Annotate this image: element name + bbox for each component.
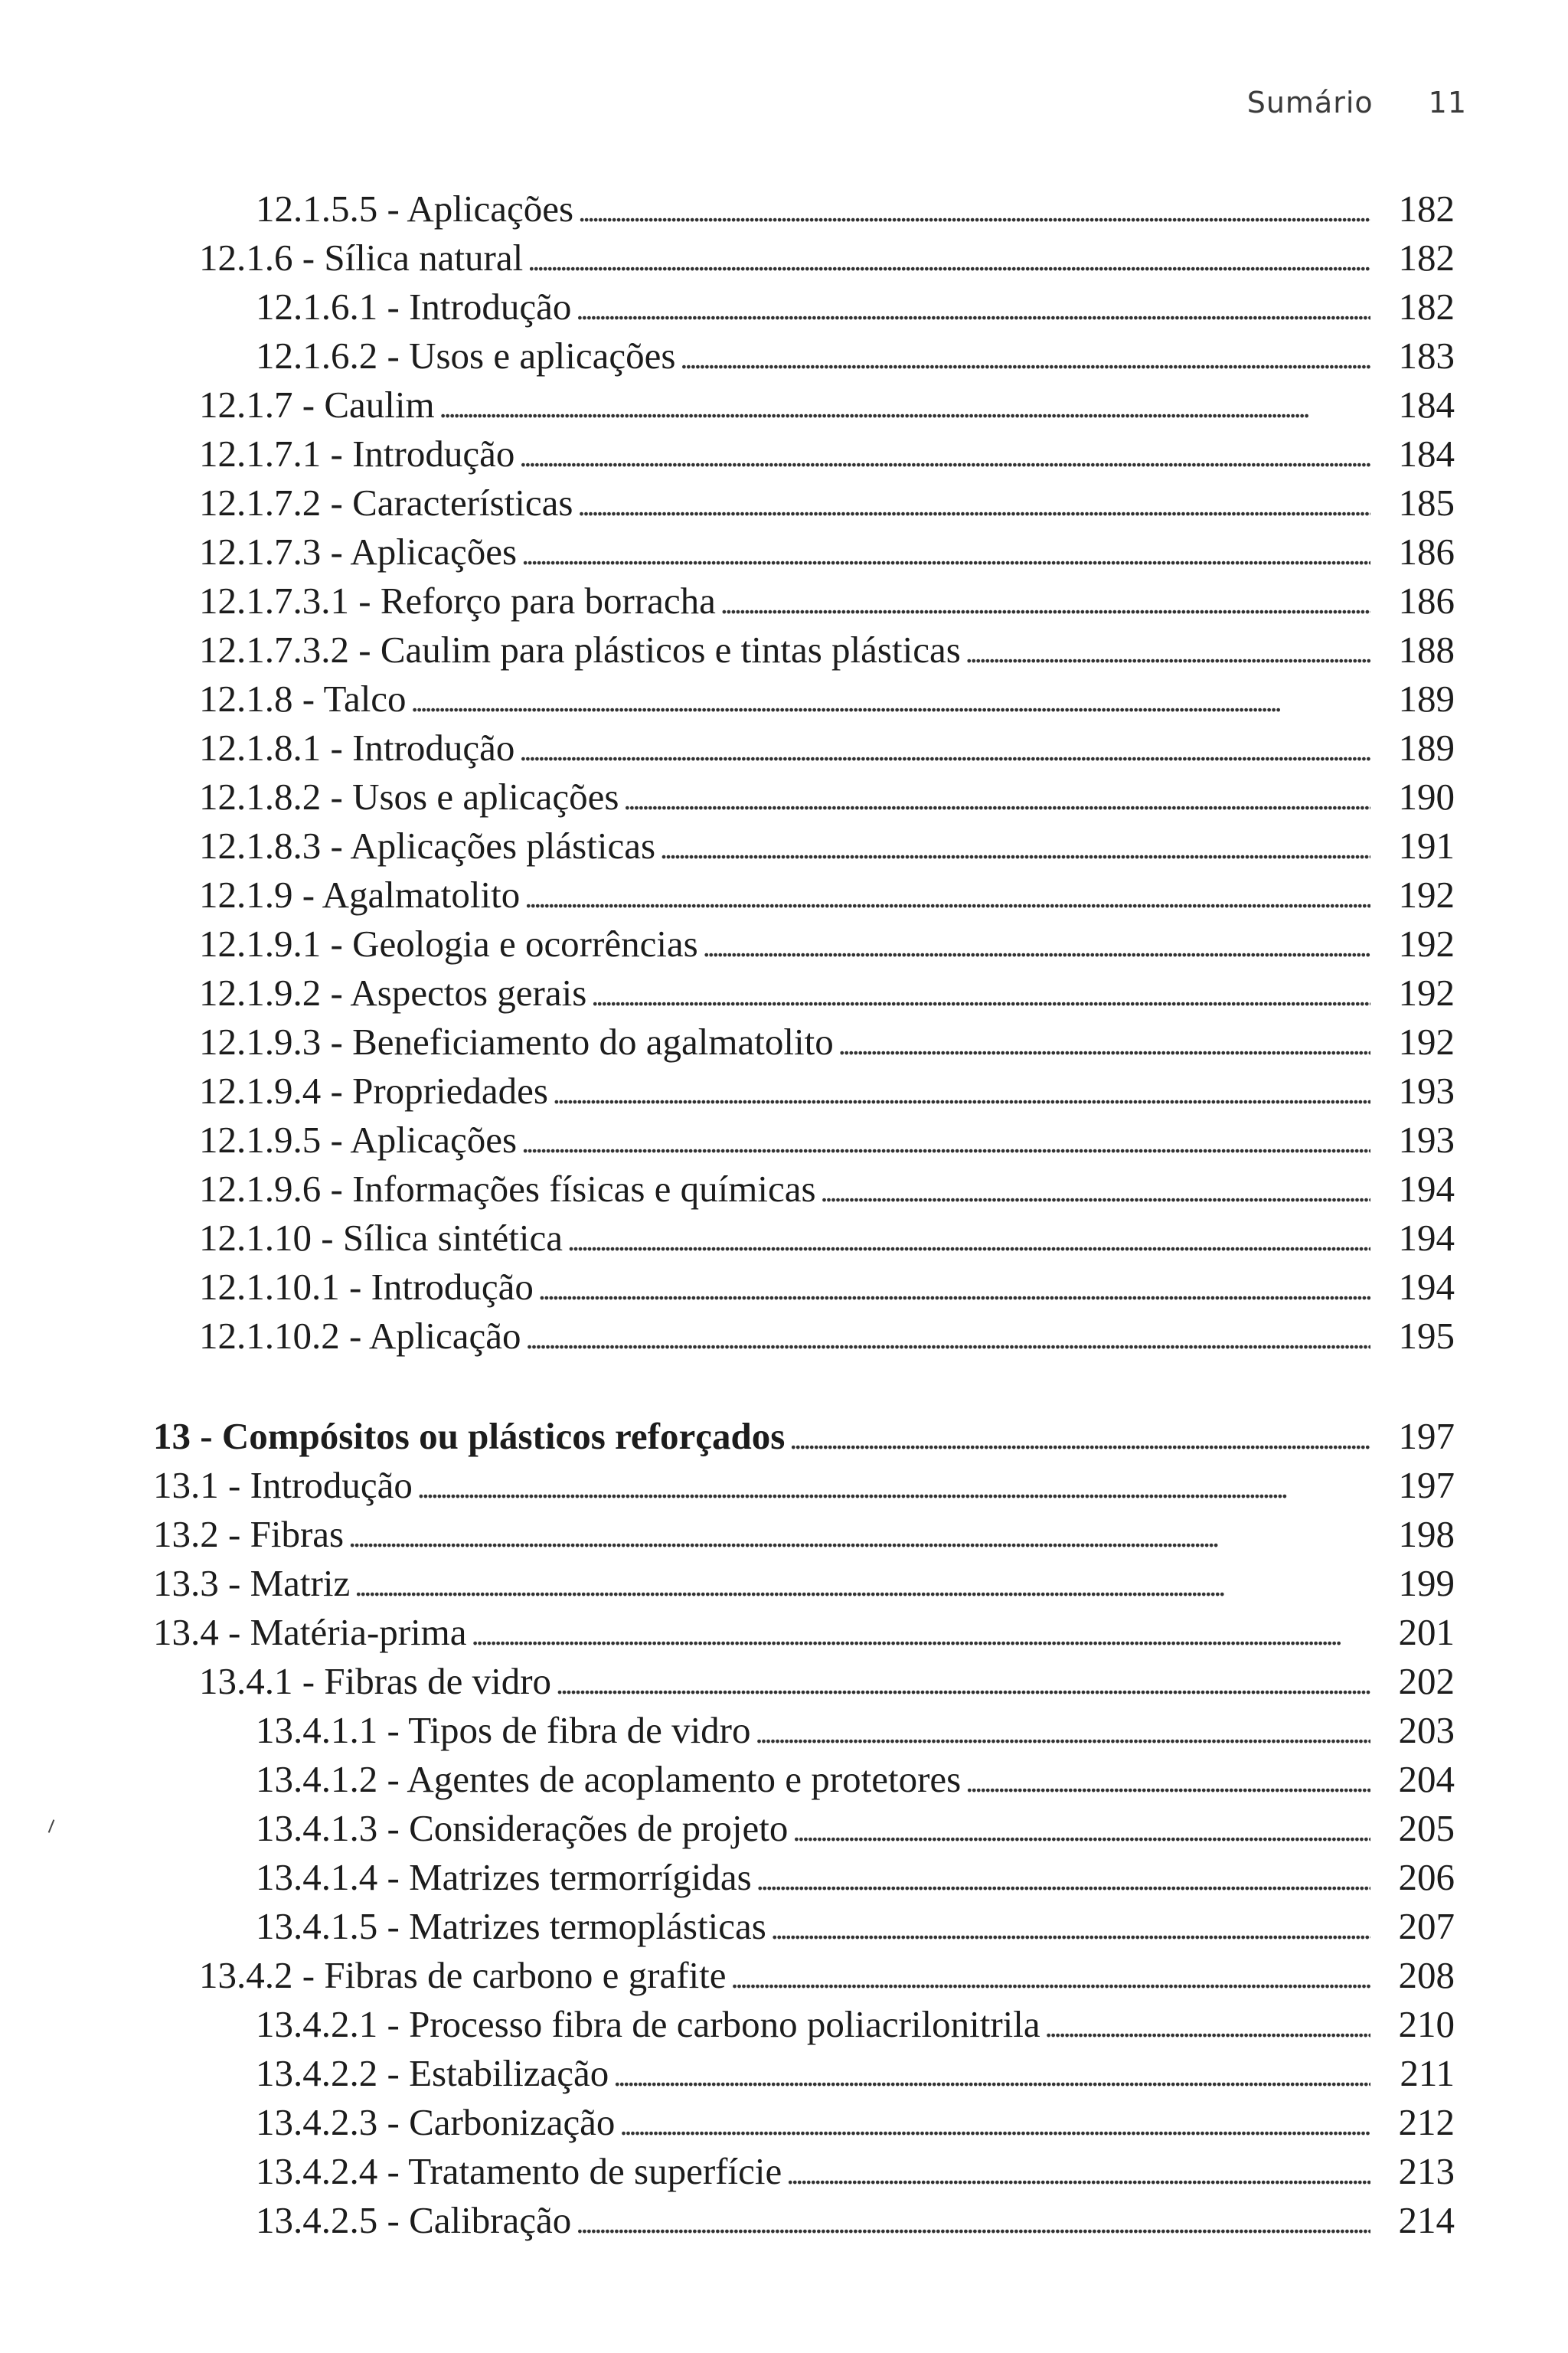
toc-entry bbox=[256, 1708, 1455, 1757]
toc-entry-page: 213 bbox=[1398, 2150, 1455, 2192]
toc-entry-label: 12.1.6 - Sílica natural bbox=[199, 237, 524, 279]
toc-entry-page: 193 bbox=[1398, 1070, 1455, 1112]
dot-leader bbox=[789, 1414, 1370, 1458]
toc-entry bbox=[256, 1806, 1455, 1855]
toc-entry-label: 13.4.2 - Fibras de carbono e grafite bbox=[199, 1954, 727, 1996]
dot-leader bbox=[354, 1561, 1370, 1605]
toc-entry-label: 12.1.10 - Sílica sintética bbox=[199, 1217, 563, 1259]
toc-entry-page: 197 bbox=[1398, 1464, 1455, 1506]
toc-entry-page: 214 bbox=[1398, 2199, 1455, 2241]
toc-entry-label: 13.4.1.3 - Considerações de projeto bbox=[256, 1807, 789, 1849]
dot-leader bbox=[756, 1855, 1370, 1899]
toc-entry bbox=[256, 2051, 1455, 2100]
toc-entry-label: 12.1.6.1 - Introdução bbox=[256, 286, 572, 328]
toc-entry-page: 194 bbox=[1398, 1168, 1455, 1210]
dot-leader bbox=[660, 824, 1370, 868]
dot-leader bbox=[521, 530, 1370, 574]
toc-entry bbox=[199, 1314, 1455, 1363]
toc-entry-page: 194 bbox=[1398, 1266, 1455, 1308]
toc-entry-page: 205 bbox=[1398, 1807, 1455, 1849]
toc-entry bbox=[199, 383, 1455, 432]
toc-entry-page: 204 bbox=[1398, 1758, 1455, 1800]
toc-entry-label: 12.1.6.2 - Usos e aplicações bbox=[256, 335, 676, 377]
toc-entry-label: 13.3 - Matriz bbox=[153, 1562, 351, 1604]
toc-entry-label: 12.1.10.2 - Aplicação bbox=[199, 1315, 521, 1357]
dot-leader bbox=[703, 922, 1370, 966]
toc-entry bbox=[199, 677, 1455, 726]
toc-entry-page: 191 bbox=[1398, 825, 1455, 867]
dot-leader bbox=[524, 873, 1370, 917]
toc-entry bbox=[199, 432, 1455, 481]
toc-entry bbox=[256, 1757, 1455, 1806]
toc-entry bbox=[199, 1659, 1455, 1708]
toc-entry-label: 12.1.7.1 - Introdução bbox=[199, 433, 515, 475]
dot-leader bbox=[720, 579, 1370, 623]
dot-leader bbox=[519, 726, 1370, 770]
toc-entry-page: 182 bbox=[1398, 188, 1455, 230]
toc-entry-label: 12.1.7.3 - Aplicações bbox=[199, 531, 518, 573]
dot-leader bbox=[578, 187, 1370, 230]
toc-entry-page: 199 bbox=[1398, 1562, 1455, 1604]
toc-entry-label: 13.4.2.5 - Calibração bbox=[256, 2199, 572, 2241]
toc-entry-page: 210 bbox=[1398, 2003, 1455, 2045]
toc-entry bbox=[153, 1610, 1455, 1659]
dot-leader bbox=[577, 481, 1370, 525]
toc-entry-label: 12.1.7.3.2 - Caulim para plásticos e tintas plásticas bbox=[199, 629, 961, 671]
dot-leader bbox=[576, 2198, 1370, 2242]
dot-leader bbox=[619, 2100, 1370, 2144]
toc-entry-label: 12.1.5.5 - Aplicações bbox=[256, 188, 574, 230]
toc-entry-label: 12.1.9.5 - Aplicações bbox=[199, 1119, 518, 1161]
toc-entry-label: 12.1.9 - Agalmatolito bbox=[199, 874, 521, 916]
toc-entry-page: 207 bbox=[1398, 1905, 1455, 1947]
toc-entry bbox=[256, 2198, 1455, 2247]
toc-entry bbox=[199, 1167, 1455, 1216]
toc-entry bbox=[199, 775, 1455, 824]
toc-entry-label: 12.1.9.2 - Aspectos gerais bbox=[199, 972, 587, 1014]
toc-entry bbox=[199, 481, 1455, 530]
dot-leader bbox=[792, 1806, 1370, 1850]
toc-entry-label: 13.4.2.4 - Tratamento de superfície bbox=[256, 2150, 782, 2192]
dot-leader bbox=[786, 2149, 1370, 2193]
toc-entry-page: 192 bbox=[1398, 874, 1455, 916]
toc-entry-page: 186 bbox=[1398, 531, 1455, 573]
toc-entry bbox=[256, 2002, 1455, 2051]
toc-entry-page: 193 bbox=[1398, 1119, 1455, 1161]
toc-entry bbox=[153, 1463, 1455, 1512]
toc-entry-page: 185 bbox=[1398, 482, 1455, 524]
toc-entry-page: 212 bbox=[1398, 2101, 1455, 2143]
toc-entry bbox=[199, 726, 1455, 775]
toc-entry bbox=[199, 530, 1455, 579]
toc-entry-page: 206 bbox=[1398, 1856, 1455, 1898]
toc-entry-page: 197 bbox=[1398, 1415, 1455, 1457]
toc-entry bbox=[256, 2149, 1455, 2198]
dot-leader bbox=[821, 1167, 1370, 1211]
toc-entry bbox=[256, 1855, 1455, 1904]
dot-leader bbox=[731, 1953, 1371, 1997]
toc-entry-label: 12.1.8.3 - Aplicações plásticas bbox=[199, 825, 656, 867]
toc-entry-label: 12.1.9.1 - Geologia e ocorrências bbox=[199, 923, 698, 965]
toc-entry-label: 12.1.7.2 - Características bbox=[199, 482, 573, 524]
toc-chapter-entry bbox=[153, 1414, 1455, 1463]
toc-entry-page: 203 bbox=[1398, 1709, 1455, 1751]
toc-entry-page: 186 bbox=[1398, 580, 1455, 622]
dot-leader bbox=[756, 1708, 1370, 1752]
dot-leader bbox=[528, 236, 1370, 279]
margin-mark bbox=[48, 1819, 55, 1832]
dot-leader bbox=[613, 2051, 1370, 2095]
toc-entry bbox=[199, 1020, 1455, 1069]
dot-leader bbox=[525, 1314, 1370, 1358]
dot-leader bbox=[519, 432, 1370, 476]
toc-entry-label: 12.1.9.6 - Informações físicas e químicas bbox=[199, 1168, 816, 1210]
toc-entry-label: 12.1.8.1 - Introdução bbox=[199, 727, 515, 769]
toc-entry bbox=[199, 873, 1455, 922]
page-number: 11 bbox=[1428, 86, 1467, 119]
toc-entry-label: 12.1.8.2 - Usos e aplicações bbox=[199, 776, 619, 818]
toc-entry-label: 12.1.7 - Caulim bbox=[199, 384, 435, 426]
toc-entry-page: 190 bbox=[1398, 776, 1455, 818]
dot-leader bbox=[680, 334, 1370, 377]
toc-entry-label: 13.4.1.2 - Agentes de acoplamento e protetores bbox=[256, 1758, 962, 1800]
dot-leader bbox=[965, 628, 1370, 672]
toc-entry-page: 188 bbox=[1398, 629, 1455, 671]
toc-entry-label: 12.1.9.3 - Beneficiamento do agalmatolito bbox=[199, 1021, 834, 1063]
toc-entry-page: 182 bbox=[1398, 237, 1455, 279]
toc-entry-label: 13.1 - Introdução bbox=[153, 1464, 413, 1506]
toc-entry bbox=[199, 824, 1455, 873]
toc-entry-label: 13.4.2.3 - Carbonização bbox=[256, 2101, 616, 2143]
toc-entry bbox=[256, 1904, 1455, 1953]
toc-entry bbox=[256, 334, 1455, 383]
dot-leader bbox=[838, 1020, 1370, 1064]
toc-entry bbox=[199, 1118, 1455, 1167]
toc-entry bbox=[199, 1953, 1455, 2002]
dot-leader bbox=[591, 971, 1370, 1015]
toc-entry-label: 12.1.8 - Talco bbox=[199, 678, 407, 720]
running-header-section: Sumário bbox=[1246, 86, 1374, 119]
toc-entry bbox=[256, 2100, 1455, 2149]
toc-chapter-label: 13 - Compósitos ou plásticos reforçados bbox=[153, 1415, 786, 1457]
dot-leader bbox=[553, 1069, 1370, 1113]
toc-entry-label: 12.1.10.1 - Introdução bbox=[199, 1266, 534, 1308]
dot-leader bbox=[439, 383, 1370, 426]
toc-entry-label: 13.4 - Matéria-prima bbox=[153, 1611, 467, 1653]
toc-entry bbox=[199, 236, 1455, 285]
toc-entry-page: 189 bbox=[1398, 727, 1455, 769]
toc-entry-page: 192 bbox=[1398, 923, 1455, 965]
dot-leader bbox=[411, 677, 1370, 721]
toc-entry bbox=[199, 1265, 1455, 1314]
toc-entry-page: 201 bbox=[1398, 1611, 1455, 1653]
dot-leader bbox=[965, 1757, 1370, 1801]
dot-leader bbox=[1045, 2002, 1370, 2046]
toc-entry-page: 194 bbox=[1398, 1217, 1455, 1259]
dot-leader bbox=[556, 1659, 1370, 1703]
toc-entry bbox=[256, 187, 1455, 236]
dot-leader bbox=[567, 1216, 1370, 1260]
toc-entry-page: 192 bbox=[1398, 1021, 1455, 1063]
toc-entry bbox=[199, 922, 1455, 971]
toc-entry-label: 12.1.7.3.1 - Reforço para borracha bbox=[199, 580, 716, 622]
toc-entry-page: 208 bbox=[1398, 1954, 1455, 1996]
toc-entry-label: 13.4.1 - Fibras de vidro bbox=[199, 1660, 552, 1702]
toc-entry bbox=[199, 971, 1455, 1020]
toc-entry bbox=[256, 285, 1455, 334]
toc-entry-page: 189 bbox=[1398, 678, 1455, 720]
dot-leader bbox=[623, 775, 1370, 819]
toc-entry bbox=[153, 1512, 1455, 1561]
running-header bbox=[1247, 86, 1467, 119]
toc-entry-page: 182 bbox=[1398, 286, 1455, 328]
dot-leader bbox=[348, 1512, 1370, 1556]
toc-entry bbox=[199, 1216, 1455, 1265]
toc-entry bbox=[199, 579, 1455, 628]
toc-entry-page: 198 bbox=[1398, 1513, 1455, 1555]
toc-entry bbox=[199, 628, 1455, 677]
toc-entry-page: 192 bbox=[1398, 972, 1455, 1014]
toc-entry-page: 184 bbox=[1398, 384, 1455, 426]
toc-entry-label: 13.4.2.1 - Processo fibra de carbono poliacrilonitrila bbox=[256, 2003, 1040, 2045]
toc-entry bbox=[153, 1561, 1455, 1610]
dot-leader bbox=[472, 1610, 1370, 1654]
toc-entry-page: 195 bbox=[1398, 1315, 1455, 1357]
dot-leader bbox=[417, 1463, 1370, 1507]
toc-entry-label: 13.4.1.4 - Matrizes termorrígidas bbox=[256, 1856, 752, 1898]
toc-entry-label: 12.1.9.4 - Propriedades bbox=[199, 1070, 548, 1112]
toc-entry-label: 13.4.2.2 - Estabilização bbox=[256, 2052, 609, 2094]
dot-leader bbox=[521, 1118, 1370, 1162]
toc-entry-label: 13.2 - Fibras bbox=[153, 1513, 345, 1555]
toc-entry-label: 13.4.1.5 - Matrizes termoplásticas bbox=[256, 1905, 766, 1947]
dot-leader bbox=[576, 285, 1370, 328]
toc-entry-page: 183 bbox=[1398, 335, 1455, 377]
toc-entry bbox=[199, 1069, 1455, 1118]
toc-entry-page: 202 bbox=[1398, 1660, 1455, 1702]
toc-entry-page: 211 bbox=[1400, 2052, 1455, 2094]
toc-entry-label: 13.4.1.1 - Tipos de fibra de vidro bbox=[256, 1709, 751, 1751]
dot-leader bbox=[771, 1904, 1370, 1948]
toc-entry-page: 184 bbox=[1398, 433, 1455, 475]
dot-leader bbox=[538, 1265, 1370, 1309]
